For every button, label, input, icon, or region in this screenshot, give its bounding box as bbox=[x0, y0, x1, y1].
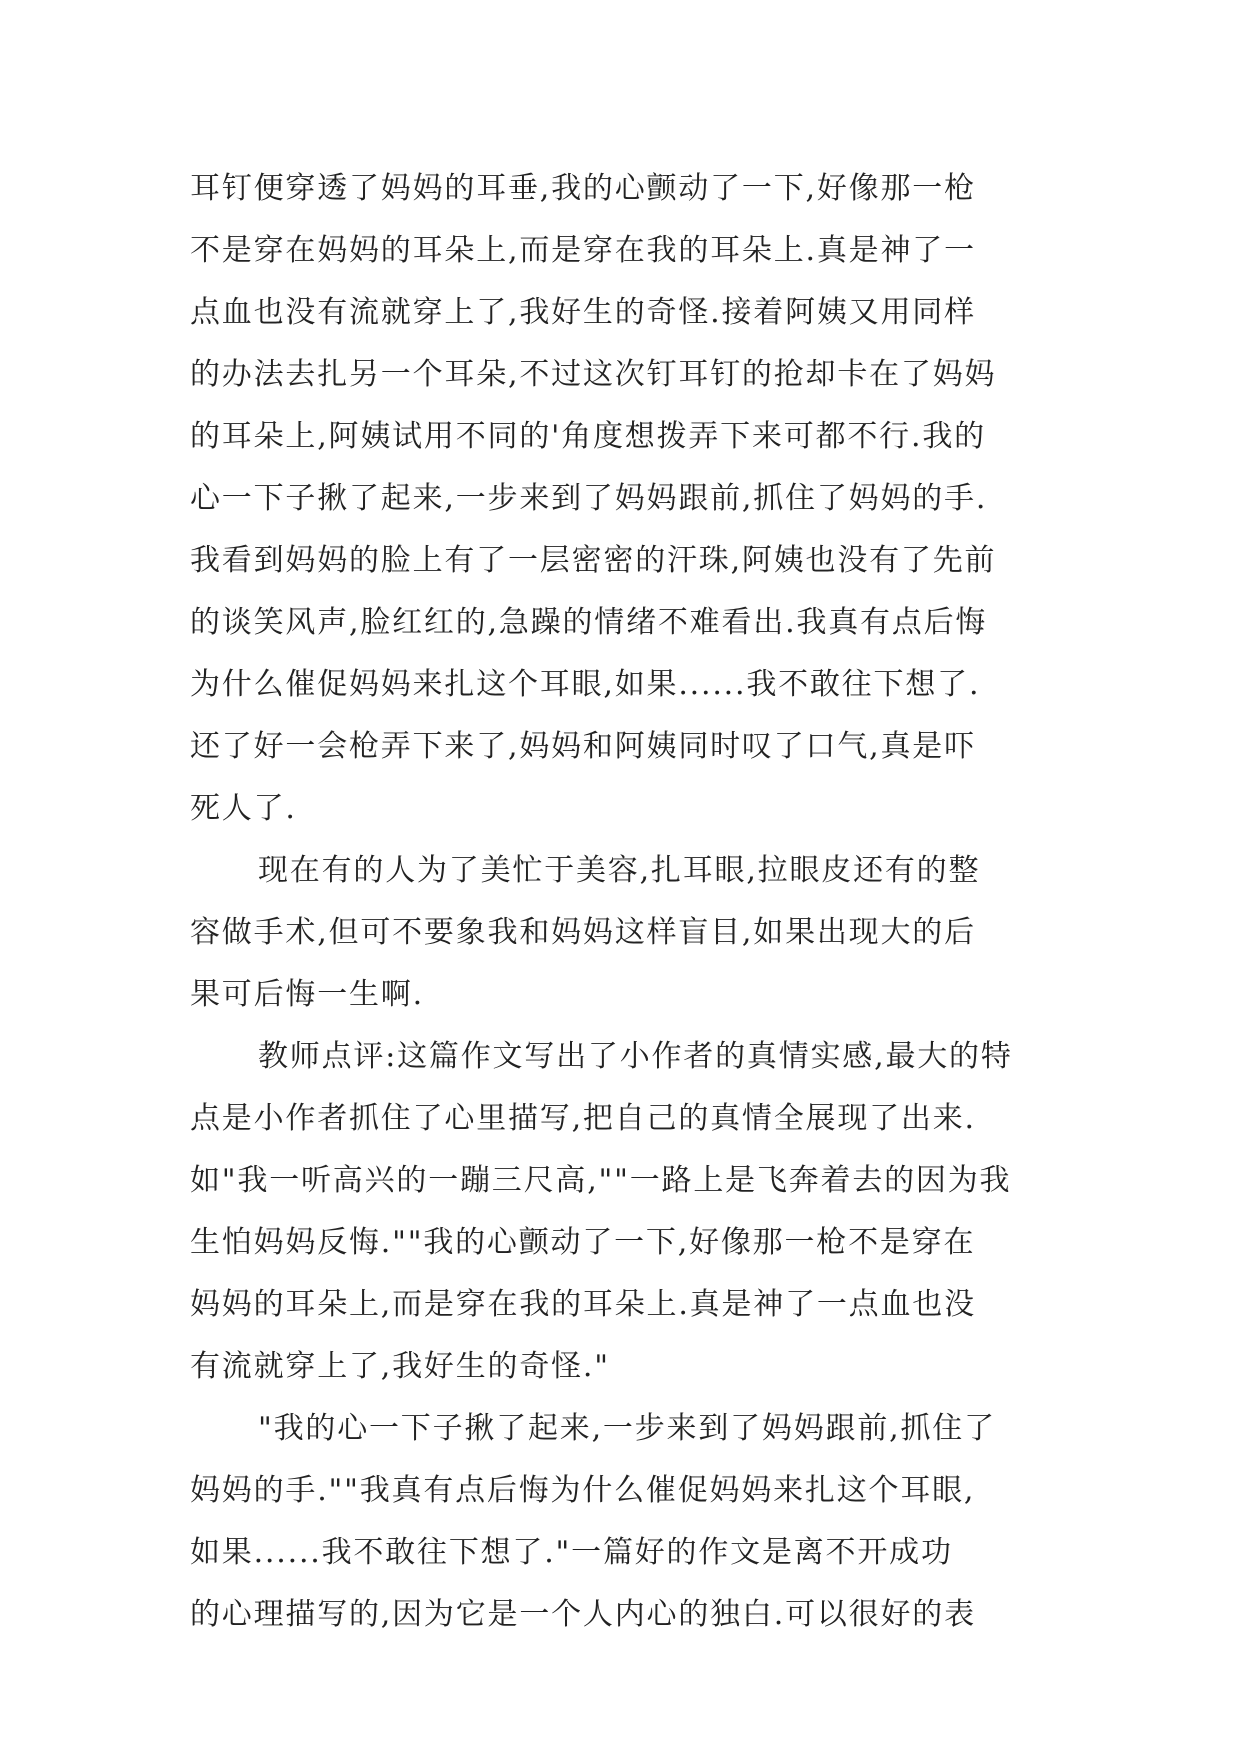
text-line: 不是穿在妈妈的耳朵上,而是穿在我的耳朵上.真是神了一 bbox=[190, 233, 976, 268]
text-line: 为什么催促妈妈来扎这个耳眼,如果......我不敢往下想了. bbox=[190, 667, 981, 702]
text-line: 还了好一会枪弄下来了,妈妈和阿姨同时叹了口气,真是吓 bbox=[190, 729, 976, 764]
text-line: 的心理描写的,因为它是一个人内心的独白.可以很好的表 bbox=[190, 1597, 976, 1632]
text-line: 妈妈的手.""我真有点后悔为什么催促妈妈来扎这个耳眼, bbox=[190, 1473, 976, 1508]
text-line: 的谈笑风声,脸红红的,急躁的情绪不难看出.我真有点后悔 bbox=[190, 605, 988, 640]
essay-text bbox=[190, 158, 1060, 1646]
text-line: 耳钉便穿透了妈妈的耳垂,我的心颤动了一下,好像那一枪 bbox=[190, 171, 976, 206]
text-line: 心一下子揪了起来,一步来到了妈妈跟前,抓住了妈妈的手. bbox=[190, 481, 988, 516]
text-line: 点血也没有流就穿上了,我好生的奇怪.接着阿姨又用同样 bbox=[190, 295, 976, 330]
paragraph-first-line: 教师点评:这篇作文写出了小作者的真情实感,最大的特 bbox=[258, 1039, 1013, 1074]
text-line: 容做手术,但可不要象我和妈妈这样盲目,如果出现大的后 bbox=[190, 915, 976, 950]
text-line: 点是小作者抓住了心里描写,把自己的真情全展现了出来. bbox=[190, 1101, 976, 1136]
paragraph-first-line: "我的心一下子揪了起来,一步来到了妈妈跟前,抓住了 bbox=[258, 1411, 996, 1446]
text-line: 妈妈的耳朵上,而是穿在我的耳朵上.真是神了一点血也没 bbox=[190, 1287, 976, 1322]
text-line: 的耳朵上,阿姨试用不同的'角度想拨弄下来可都不行.我的 bbox=[190, 419, 986, 454]
text-line: 果可后悔一生啊. bbox=[190, 977, 424, 1012]
text-line: 死人了. bbox=[190, 791, 297, 826]
text-line: 生怕妈妈反悔.""我的心颤动了一下,好像那一枪不是穿在 bbox=[190, 1225, 976, 1260]
text-line: 我看到妈妈的脸上有了一层密密的汗珠,阿姨也没有了先前 bbox=[190, 543, 997, 578]
text-line: 如果......我不敢往下想了."一篇好的作文是离不开成功 bbox=[190, 1535, 953, 1570]
text-line: 的办法去扎另一个耳朵,不过这次钉耳钉的抢却卡在了妈妈 bbox=[190, 357, 997, 392]
text-line: 有流就穿上了,我好生的奇怪." bbox=[190, 1349, 610, 1384]
paragraph-first-line: 现在有的人为了美忙于美容,扎耳眼,拉眼皮还有的整 bbox=[258, 853, 981, 888]
text-line: 如"我一听高兴的一蹦三尺高,""一路上是飞奔着去的因为我 bbox=[190, 1163, 1012, 1198]
